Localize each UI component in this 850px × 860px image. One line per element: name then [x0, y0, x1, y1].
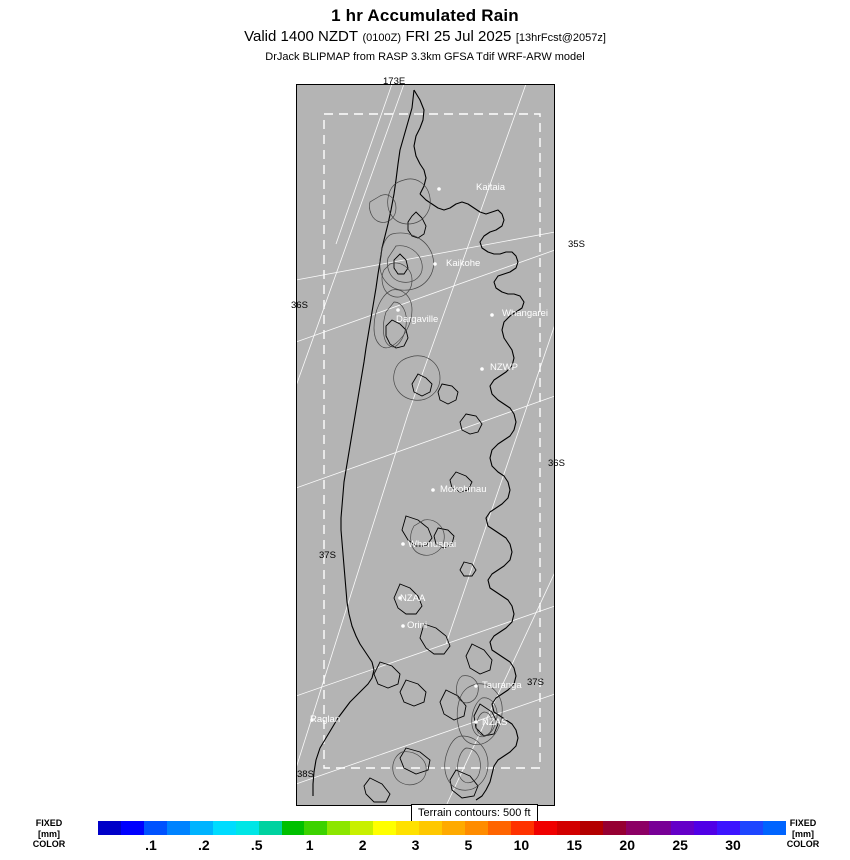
colorbar-tick: .5 — [250, 837, 263, 853]
colorbar-left-label — [26, 818, 72, 850]
colorbar-left-line2: [mm] — [38, 828, 60, 839]
colorbar-tick: 5 — [464, 837, 473, 853]
colorbar-tick: 15 — [566, 837, 583, 853]
color-scale — [0, 818, 850, 860]
colorbar-tick: 25 — [672, 837, 688, 853]
colorbar-tick: 30 — [725, 837, 741, 853]
colorbar-swatch — [534, 821, 557, 835]
graticule-label-173e: 173E — [383, 76, 406, 87]
colorbar-swatch — [649, 821, 672, 835]
colorbar-tick: .1 — [145, 837, 157, 853]
colorbar-swatch — [98, 821, 121, 835]
graticule-label-36s-west: 36S — [291, 300, 308, 311]
station-label-mokohinau: Mokohinau — [440, 484, 487, 495]
station-label-whenuapai: Whenuapai — [408, 539, 457, 550]
title-block — [0, 6, 850, 64]
colorbar-swatch — [373, 821, 396, 835]
colorbar-swatch — [259, 821, 282, 835]
colorbar-swatch — [419, 821, 442, 835]
graticule-label-38s: 38S — [297, 769, 314, 780]
colorbar-swatch — [465, 821, 488, 835]
station-label-orini: Orini — [407, 620, 428, 631]
forecast-tag: [13hrFcst@2057z] — [515, 32, 606, 44]
colorbar-swatch — [190, 821, 213, 835]
colorbar-gradient — [98, 821, 786, 835]
map-canvas[interactable] — [296, 84, 555, 806]
valid-time-local: Valid 1400 NZDT — [244, 28, 359, 45]
map-background — [296, 84, 555, 806]
colorbar-swatch — [327, 821, 350, 835]
station-label-nzaa: NZAA — [400, 593, 426, 604]
valid-time-line — [0, 27, 850, 48]
colorbar-swatch — [144, 821, 167, 835]
colorbar-left-line1: FIXED — [35, 818, 63, 828]
colorbar-right-line1: FIXED — [789, 818, 817, 828]
colorbar-tick: .2 — [198, 837, 210, 853]
model-line: DrJack BLIPMAP from RASP 3.3km GFSA Tdif WRF-ARW model — [265, 51, 585, 63]
colorbar-tick: 20 — [619, 837, 636, 853]
station-label-tauranga: Tauranga — [482, 680, 522, 691]
colorbar-tick-labels — [98, 837, 786, 857]
station-label-nzwp: NZWP — [490, 362, 518, 373]
colorbar-swatch — [603, 821, 626, 835]
colorbar-swatch — [740, 821, 763, 835]
colorbar-swatch — [236, 821, 259, 835]
station-label-whangarei: Whangarei — [502, 308, 548, 319]
colorbar-swatch — [442, 821, 465, 835]
colorbar-swatch — [350, 821, 373, 835]
terrain-contour-note: Terrain contours: 500 ft — [411, 804, 538, 824]
colorbar-tick: 3 — [411, 837, 420, 853]
colorbar-tick: 10 — [513, 837, 530, 853]
colorbar-right-line3: COLOR — [786, 839, 820, 849]
colorbar-tick: 2 — [358, 837, 367, 853]
graticule-label-36s-east: 36S — [548, 458, 565, 469]
colorbar-swatch — [282, 821, 305, 835]
colorbar-swatch — [626, 821, 649, 835]
colorbar-swatch — [717, 821, 740, 835]
station-label-kaikohe: Kaikohe — [446, 258, 481, 269]
colorbar-tick: 1 — [305, 837, 314, 853]
page-title: 1 hr Accumulated Rain — [331, 6, 519, 25]
colorbar-swatch — [557, 821, 580, 835]
valid-date: FRI 25 Jul 2025 — [405, 28, 512, 45]
colorbar-swatch — [304, 821, 327, 835]
valid-time-utc: (0100Z) — [362, 32, 402, 44]
colorbar-swatch — [213, 821, 236, 835]
colorbar-swatch — [580, 821, 603, 835]
colorbar-swatch — [511, 821, 534, 835]
colorbar-right-label — [780, 818, 826, 850]
colorbar-swatch — [121, 821, 144, 835]
colorbar-swatch — [396, 821, 419, 835]
colorbar-swatch — [671, 821, 694, 835]
station-label-nzas: NZAS — [482, 717, 508, 728]
graticule-label-37s-west: 37S — [319, 550, 336, 561]
graticule-label-37s-east: 37S — [527, 677, 544, 688]
colorbar-swatch — [488, 821, 511, 835]
colorbar-left-line3: COLOR — [32, 839, 66, 849]
colorbar-right-line2: [mm] — [792, 828, 814, 839]
station-label-dargaville: Dargaville — [396, 314, 439, 325]
station-label-raglan: Raglan — [310, 714, 341, 725]
graticule-label-35s: 35S — [568, 239, 585, 250]
colorbar-swatch — [694, 821, 717, 835]
station-label-kaitaia: Kaitaia — [476, 182, 506, 193]
colorbar-swatch — [167, 821, 190, 835]
